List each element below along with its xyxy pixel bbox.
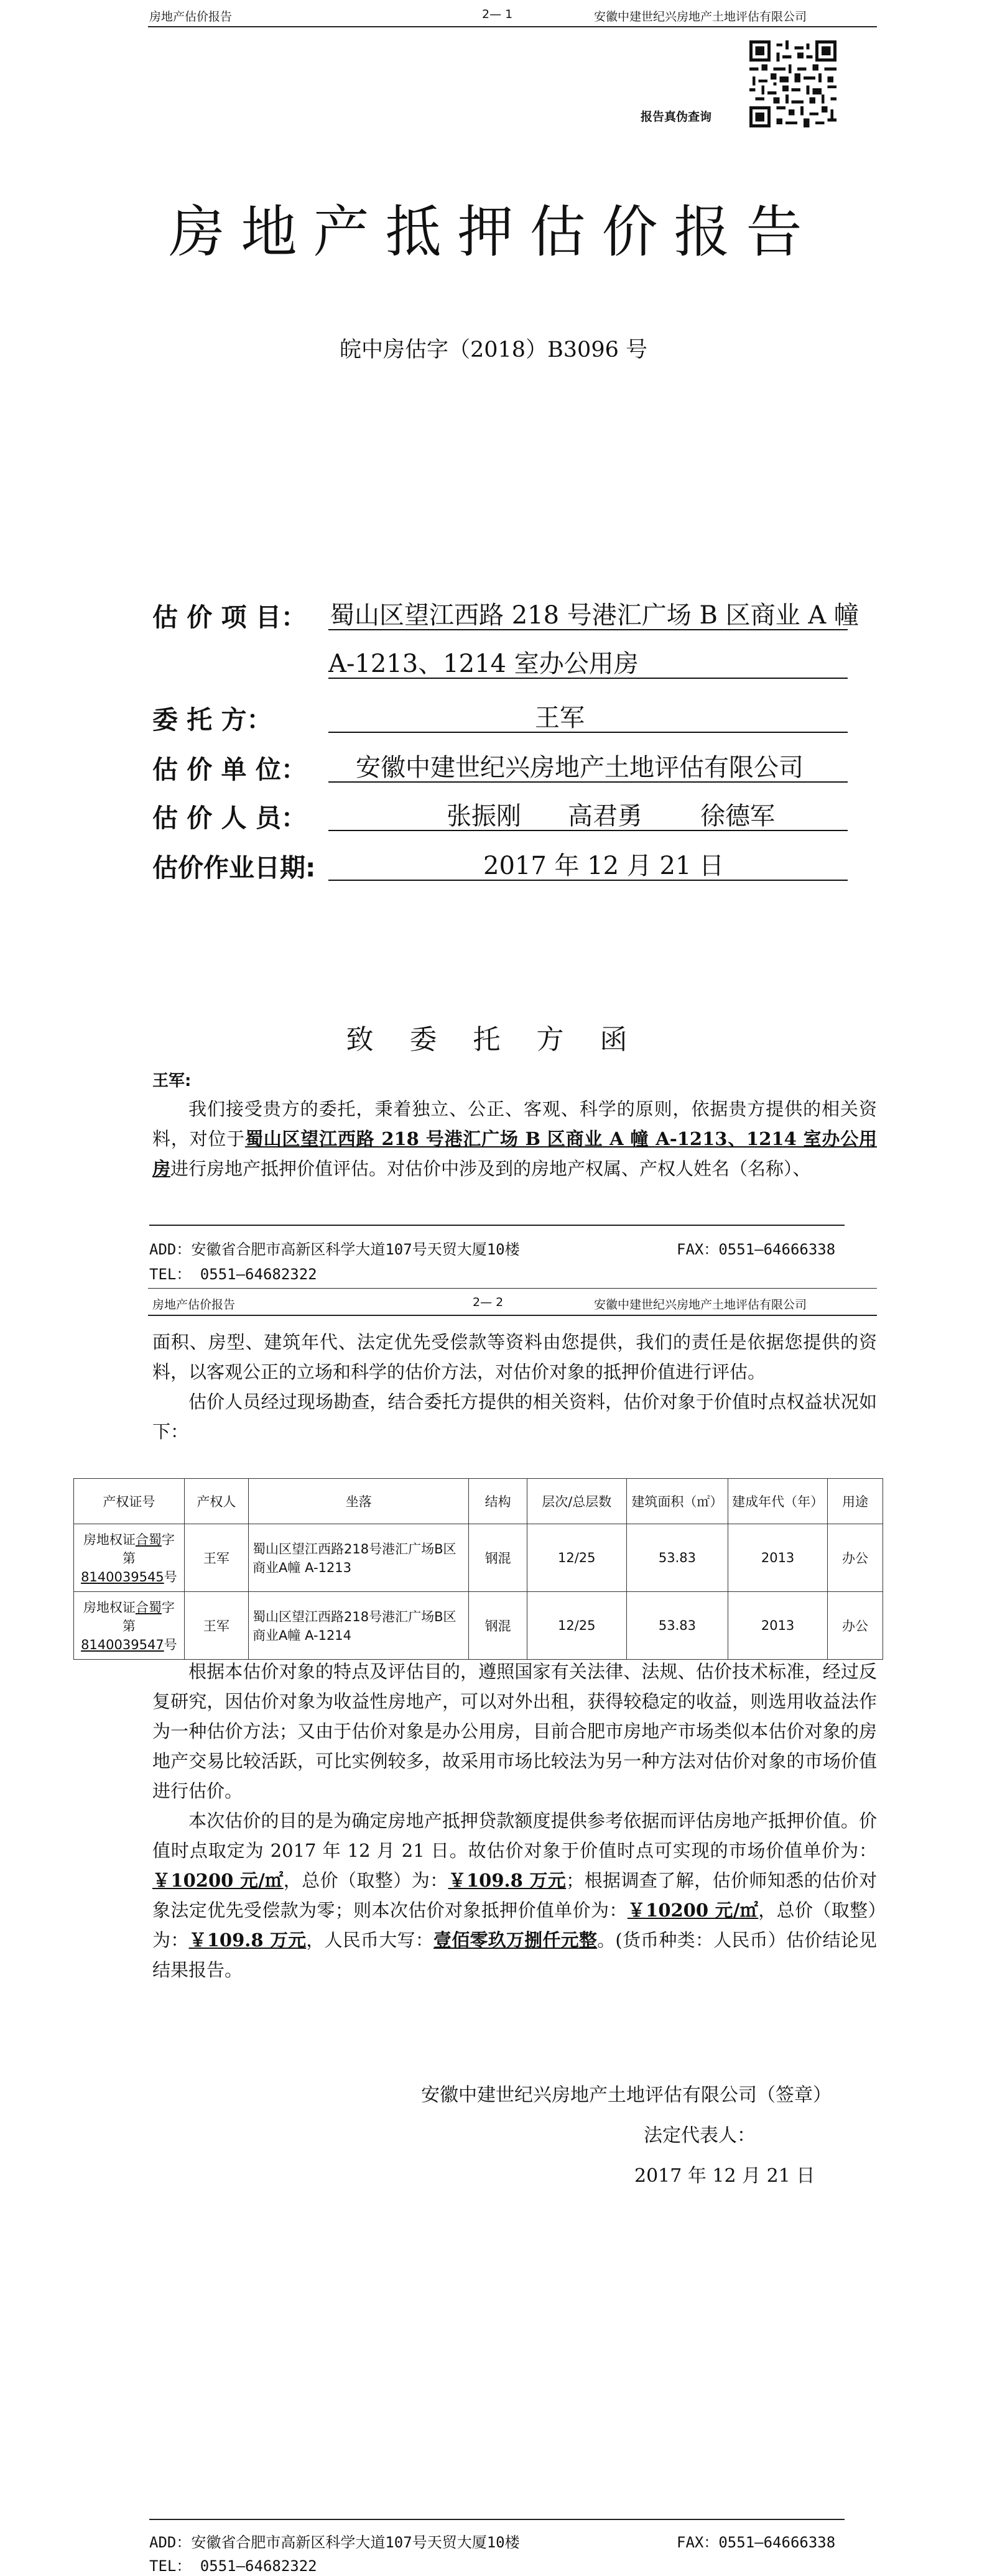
report-title: 房地产抵押估价报告 [169, 200, 818, 265]
page1-header-right: 安徽中建世纪兴房地产土地评估有限公司 [594, 10, 807, 24]
valuer-3: 徐德军 [700, 802, 775, 830]
unit-price: ￥10200 元/㎡ [152, 1870, 284, 1891]
date-underline [328, 880, 848, 881]
para-continuation: 面积、房型、建筑年代、法定优先受偿款等资料由您提供，我们的责任是依据您提供的资料，以客观公正的立场和科学的估价方法，对估价对象的抵押价值进行评估。 [152, 1332, 877, 1382]
col-use: 用途 [828, 1479, 883, 1524]
project-value-line1: 蜀山区望江西路 218 号港汇广场 B 区商业 A 幢 [330, 601, 859, 630]
use-cell: 办公 [828, 1524, 883, 1592]
page2-footer-rule [149, 2519, 845, 2520]
page-separator [148, 1288, 877, 1289]
col-cert: 产权证号 [74, 1479, 185, 1524]
cert-cell: 房地权证合蜀字第 8140039547号 [74, 1592, 185, 1660]
page2-header-rule [148, 1315, 877, 1316]
total-price: ￥109.8 万元 [448, 1870, 567, 1891]
valuer-2: 高君勇 [568, 802, 642, 830]
page2-footer-fax: FAX：0551—64666338 [677, 2534, 836, 2551]
client-label: 委 托 方： [152, 705, 272, 735]
page2-header-left: 房地产估价报告 [152, 1298, 236, 1312]
para-conclusion: 本次估价的目的是为确定房地产抵押贷款额度提供参考依据而评估房地产抵押价值。价值时点取定为 2017 年 12 月 21 日。故估价对象于价值时点可实现的市场价值单价为：￥10200 元/㎡，总价（取整）为：￥109.8 万元；根据调查了解，估价师知悉的估价对象法定优先受偿款为零；则本次估价对象抵押价值单价为：￥10200 元/㎡，总价（取整）为：￥109.8 万元，人民币大写：壹佰零玖万捌仟元整。(货币种类：人民币）估价结论见结果报告。 [152, 1810, 877, 1980]
valuer-1: 张振刚 [447, 802, 521, 830]
page2-footer-address: ADD：安徽省合肥市高新区科学大道107号天贸大厦10楼 [149, 2534, 520, 2551]
date-value: 2017 年 12 月 21 日 [483, 852, 725, 880]
page1-footer-tel: TEL： 0551—64682322 [149, 1266, 317, 1283]
document-number: 皖中房估字（2018）B3096 号 [340, 338, 647, 362]
page2-header-right: 安徽中建世纪兴房地产土地评估有限公司 [594, 1298, 807, 1312]
table-row [74, 1524, 883, 1592]
owner-cell: 王军 [184, 1524, 248, 1592]
rmb-amount-words: 壹佰零玖万捌仟元整 [433, 1930, 598, 1951]
col-owner: 产权人 [184, 1479, 248, 1524]
client-value: 王军 [535, 704, 585, 732]
structure-cell: 钢混 [469, 1592, 527, 1660]
valuers-label: 估 价 人 员： [152, 803, 307, 833]
sign-date: 2017 年 12 月 21 日 [634, 2165, 815, 2187]
floors-cell: 12/25 [527, 1524, 626, 1592]
page1-footer-address: ADD：安徽省合肥市高新区科学大道107号天贸大厦10楼 [149, 1241, 520, 1258]
area-cell: 53.83 [626, 1592, 728, 1660]
date-label: 估价作业日期: [152, 853, 316, 883]
use-cell: 办公 [828, 1592, 883, 1660]
col-area: 建筑面积（㎡） [626, 1479, 728, 1524]
org-label: 估 价 单 位： [152, 755, 307, 784]
table-header-row [74, 1479, 883, 1524]
page1-footer-fax: FAX：0551—64666338 [677, 1241, 836, 1258]
table-row [74, 1592, 883, 1660]
col-year: 建成年代（年） [728, 1479, 828, 1524]
para-methods: 根据本估价对象的特点及评估目的，遵照国家有关法律、法规、估价技术标准，经过反复研究，因估价对象为收益性房地产，可以对外出租，获得较稳定的收益，则选用收益法作为一种估价方法；又由于估价对象是办公用房，目前合肥市房地产市场类似本估价对象的房地产交易比较活跃，可比实例较多，故采用市场比较法为另一种方法对估价对象的市场价值进行估价。 [152, 1661, 877, 1801]
project-underline-1 [328, 629, 848, 630]
page2-footer-tel: TEL： 0551—64682322 [149, 2557, 317, 2575]
para-status-intro: 估价人员经过现场勘查，结合委托方提供的相关资料，估价对象于价值时点权益状况如下： [152, 1391, 877, 1442]
valuers-underline [328, 830, 848, 831]
floors-cell: 12/25 [527, 1592, 626, 1660]
mortgage-total-price: ￥109.8 万元 [188, 1930, 307, 1951]
owner-cell: 王军 [184, 1592, 248, 1660]
page2-paragraph-methods [152, 1657, 877, 1985]
page1-header-rule [148, 26, 877, 27]
salutation: 王军: [152, 1072, 192, 1090]
qr-caption: 报告真伪查询 [641, 110, 712, 124]
page1-header-page: 2— 1 [482, 7, 513, 21]
property-address: 蜀山区望江西路 218 号港汇广场 B 区商业 A 幢 A-1213、1214 室办公用房 [152, 1128, 877, 1179]
area-cell: 53.83 [626, 1524, 728, 1592]
location-cell: 蜀山区望江西路218号港汇广场B区商业A幢 A-1213 [249, 1524, 469, 1592]
para1-part-c: 进行房地产抵押价值评估。对估价中涉及到的房地产权属、产权人姓名（名称）、 [170, 1158, 811, 1179]
year-cell: 2013 [728, 1524, 828, 1592]
cert-cell: 房地权证合蜀字第 8140039545号 [74, 1524, 185, 1592]
col-structure: 结构 [469, 1479, 527, 1524]
project-label: 估 价 项 目： [152, 602, 307, 632]
client-underline [328, 732, 848, 733]
org-underline [328, 781, 848, 783]
page1-header-left: 房地产估价报告 [149, 10, 233, 24]
col-floors: 层次/总层数 [527, 1479, 626, 1524]
page2-header-page: 2— 2 [473, 1295, 504, 1309]
mortgage-unit-price: ￥10200 元/㎡ [627, 1900, 759, 1921]
sign-company: 安徽中建世纪兴房地产土地评估有限公司（签章） [421, 2084, 832, 2106]
page2-paragraph-1 [152, 1327, 877, 1447]
location-cell: 蜀山区望江西路218号港汇广场B区商业A幢 A-1214 [249, 1592, 469, 1660]
col-location: 坐落 [249, 1479, 469, 1524]
org-value: 安徽中建世纪兴房地产土地评估有限公司 [356, 753, 804, 782]
letter-paragraph-1 [152, 1094, 877, 1184]
qr-code-icon[interactable] [749, 40, 836, 127]
sign-representative: 法定代表人： [644, 2125, 756, 2146]
project-underline-2 [328, 678, 848, 679]
page1-footer-rule [149, 1225, 845, 1226]
property-table [73, 1478, 883, 1660]
year-cell: 2013 [728, 1592, 828, 1660]
para1-part-a: 我们接受贵方的委托，秉着独立、公正、客观、科学的原则，依据贵方提供的相关资料，对位于 [152, 1098, 877, 1149]
structure-cell: 钢混 [469, 1524, 527, 1592]
project-value-line2: A-1213、1214 室办公用房 [328, 650, 639, 678]
letter-title: 致 委 托 方 函 [346, 1024, 641, 1056]
